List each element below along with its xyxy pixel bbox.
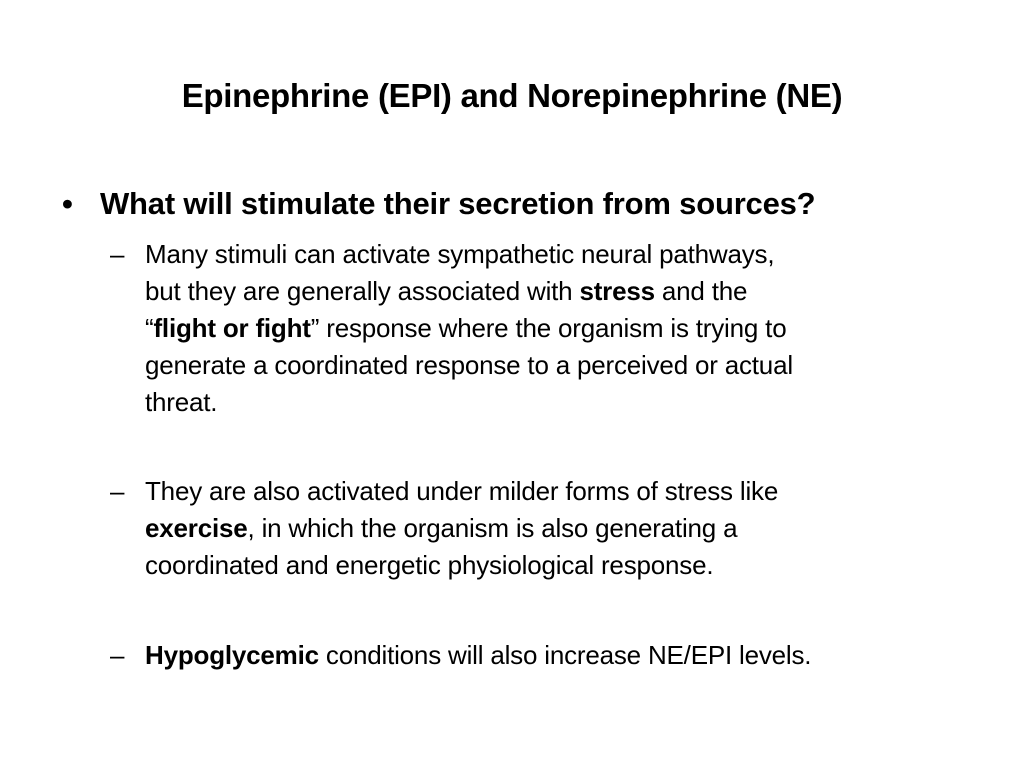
text-line <box>145 310 965 347</box>
emphasis-exercise: exercise <box>145 513 248 543</box>
text-line: generate a coordinated response to a perceived or actual <box>145 350 793 380</box>
text-run: , in which the organism is also generating a <box>247 513 738 543</box>
slide-title: Epinephrine (EPI) and Norepinephrine (NE) <box>181 77 843 114</box>
open-quote: “ <box>145 313 154 343</box>
bullet-question-text: What will stimulate their secretion from sources? <box>100 186 816 221</box>
text-line: coordinated and energetic physiological response. <box>145 550 714 580</box>
text-line: threat. <box>145 387 218 417</box>
text-run: but they are generally associated with <box>145 276 580 306</box>
sub-item-body <box>145 236 965 421</box>
text-run: ” response where the organism is trying to <box>310 313 787 343</box>
dash-marker: – <box>110 476 125 506</box>
text-line <box>145 637 965 674</box>
text-line <box>145 510 965 547</box>
dash-marker: – <box>110 239 125 269</box>
text-run: conditions will also increase NE/EPI levels. <box>318 640 812 670</box>
emphasis-stress: stress <box>579 276 655 306</box>
text-line <box>145 273 965 310</box>
text-line: They are also activated under milder forms of stress like <box>145 476 779 506</box>
emphasis-flight-or-fight: flight or fight <box>153 313 311 343</box>
sub-item-body <box>145 473 965 584</box>
bullet-marker: • <box>62 186 73 221</box>
dash-marker: – <box>110 640 125 670</box>
text-run: and the <box>654 276 748 306</box>
sub-item-body <box>145 637 965 674</box>
text-line: Many stimuli can activate sympathetic neural pathways, <box>145 239 775 269</box>
emphasis-hypoglycemic: Hypoglycemic <box>145 640 319 670</box>
